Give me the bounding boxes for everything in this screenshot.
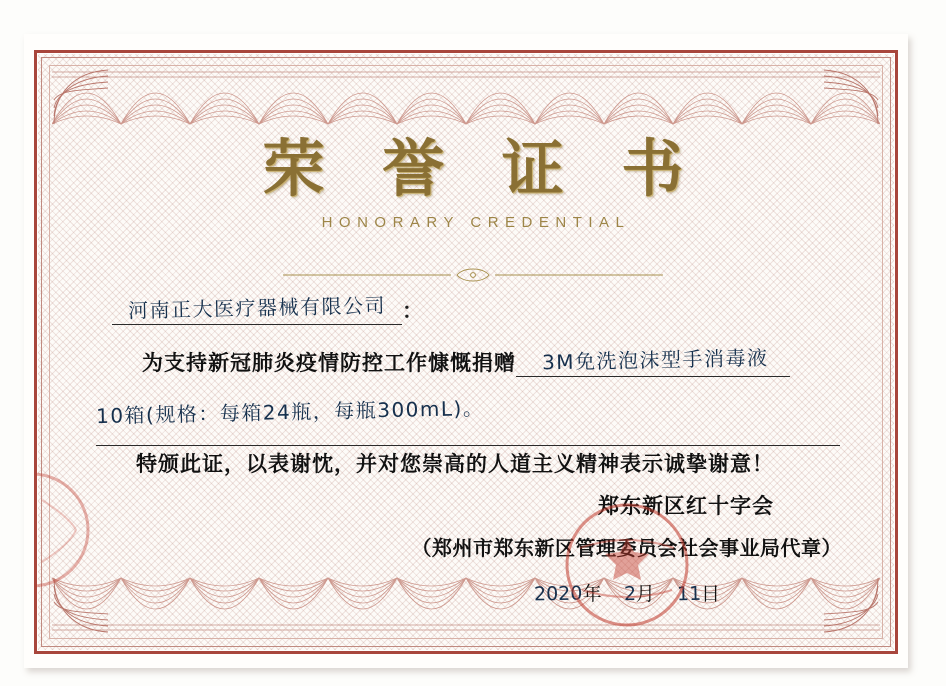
issuing-organization: 郑东新区红十字会 — [598, 493, 774, 518]
donated-item-field — [516, 344, 790, 377]
recipient-name: 河南正大医疗器械有限公司 — [127, 293, 387, 323]
donated-item-text: 3M免洗泡沫型手消毒液 — [541, 345, 769, 375]
divider-flourish-icon — [273, 266, 673, 284]
date-month: 2 — [623, 582, 636, 606]
donated-quantity-text: 10箱(规格：每箱24瓶，每瓶300mL)。 — [95, 395, 485, 429]
certificate-title-block — [0, 132, 946, 231]
signature-block — [330, 490, 850, 606]
date-month-unit: 月 — [635, 583, 655, 605]
recipient-line — [112, 292, 824, 338]
recipient-field — [112, 292, 402, 325]
acknowledgement-line — [136, 448, 852, 494]
acknowledgement-text: 特颁此证，以表谢忱，并对您崇高的人道主义精神表示诚挚谢意！ — [136, 451, 774, 476]
donation-prefix-text: 为支持新冠肺炎疫情防控工作慷慨捐赠 — [142, 350, 516, 375]
date-year: 2020 — [534, 582, 583, 606]
issue-date — [330, 579, 850, 606]
donation-line — [96, 344, 852, 390]
title-english: HONORARY CREDENTIAL — [321, 214, 631, 231]
issuing-sub-organization: （郑州市郑东新区管理委员会社会事业局代章） — [411, 536, 842, 560]
recipient-colon: ： — [402, 298, 423, 323]
date-day-unit: 日 — [700, 583, 720, 605]
date-day: 11 — [676, 582, 702, 606]
date-year-unit: 年 — [582, 583, 602, 605]
donation-quantity-line — [96, 396, 840, 446]
title-chinese: 荣 誉 证 书 — [262, 132, 702, 205]
title-divider — [0, 266, 946, 289]
